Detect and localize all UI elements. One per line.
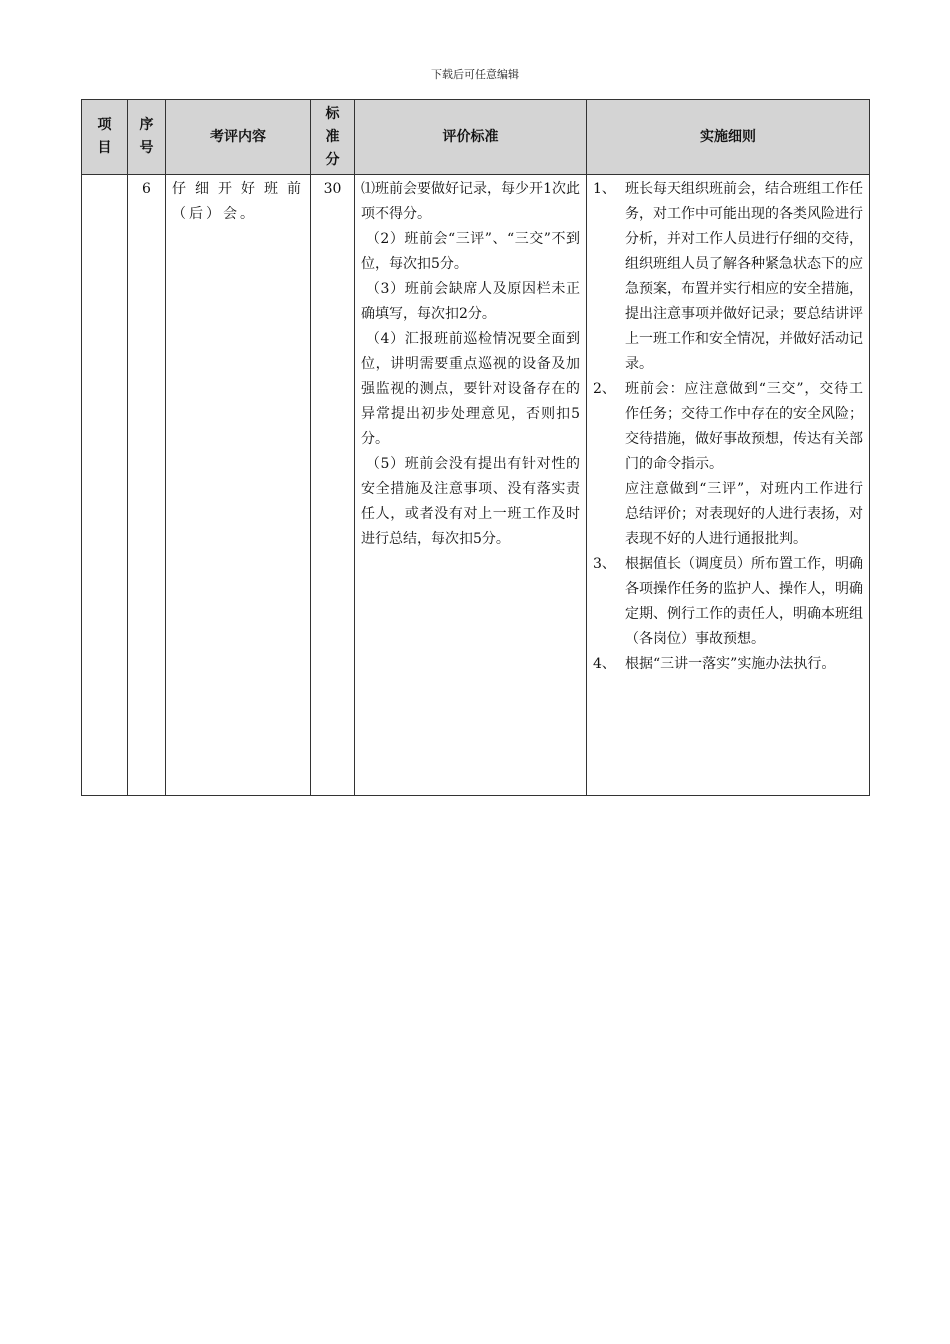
rule-paragraph: 应注意做到“三评”，对班内工作进行总结评价；对表现好的人进行表扬，对表现不好的人进行通报批判。 <box>625 481 863 547</box>
header-score-char-3: 分 <box>325 151 340 168</box>
rule-item <box>593 377 863 477</box>
cell-seq: 6 <box>128 175 166 796</box>
page-header: 下载后可任意编辑 <box>431 68 519 81</box>
rule-text: 根据“三讲一落实”实施办法执行。 <box>625 656 836 672</box>
header-score-char-2: 准 <box>325 128 340 145</box>
header-item <box>82 100 128 175</box>
cell-score: 30 <box>311 175 355 796</box>
criteria-item: （3）班前会缺席人及原因栏未正确填写，每次扣2分。 <box>361 281 580 322</box>
header-content: 考评内容 <box>166 100 311 175</box>
header-seq-char-1: 序 <box>139 117 154 133</box>
header-row <box>82 100 870 175</box>
header-score <box>311 100 355 175</box>
cell-rules <box>587 175 870 796</box>
rule-number: 1、 <box>593 181 616 197</box>
criteria-item: ⑴班前会要做好记录，每少开1次此项不得分。 <box>361 181 580 222</box>
table-row <box>82 175 870 796</box>
header-seq-char-2: 号 <box>139 140 154 156</box>
criteria-item: （4）汇报班前巡检情况要全面到位，讲明需要重点巡视的设备及加强监视的测点，要针对设备存在的异常提出初步处理意见，否则扣5分。 <box>361 331 580 447</box>
cell-item <box>82 175 128 796</box>
rule-number: 2、 <box>593 381 616 397</box>
header-criteria: 评价标准 <box>355 100 587 175</box>
header-rules: 实施细则 <box>587 100 870 175</box>
rule-text: 班前会：应注意做到“三交”，交待工作任务；交待工作中存在的安全风险；交待措施，做好事故预想，传达有关部门的命令指示。 <box>625 381 863 472</box>
header-item-char-1: 项 <box>97 117 112 133</box>
rule-text: 根据值长（调度员）所布置工作，明确各项操作任务的监护人、操作人，明确定期、例行工作的责任人，明确本班组（各岗位）事故预想。 <box>625 556 863 647</box>
rule-item <box>593 177 863 377</box>
criteria-item: （2）班前会“三评”、“三交”不到位，每次扣5分。 <box>361 231 580 272</box>
rule-item <box>593 552 863 652</box>
cell-criteria <box>355 175 587 796</box>
header-score-char-1: 标 <box>325 105 340 122</box>
cell-content: 仔细开好班前（后）会。 <box>166 175 311 796</box>
header-item-char-2: 目 <box>97 140 112 156</box>
criteria-item: （5）班前会没有提出有针对性的安全措施及注意事项、没有落实责任人，或者没有对上一班工作及时进行总结，每次扣5分。 <box>361 456 580 547</box>
rule-number: 4、 <box>593 656 616 672</box>
header-seq <box>128 100 166 175</box>
rule-item <box>593 652 863 677</box>
rule-number: 3、 <box>593 556 616 572</box>
rule-text: 班长每天组织班前会，结合班组工作任务，对工作中可能出现的各类风险进行分析，并对工作人员进行仔细的交待，组织班组人员了解各种紧急状态下的应急预案，布置并实行相应的安全措施，提出注意事项并做好记录；要总结讲评上一班工作和安全情况，并做好活动记录。 <box>625 181 863 372</box>
evaluation-table <box>81 99 870 796</box>
